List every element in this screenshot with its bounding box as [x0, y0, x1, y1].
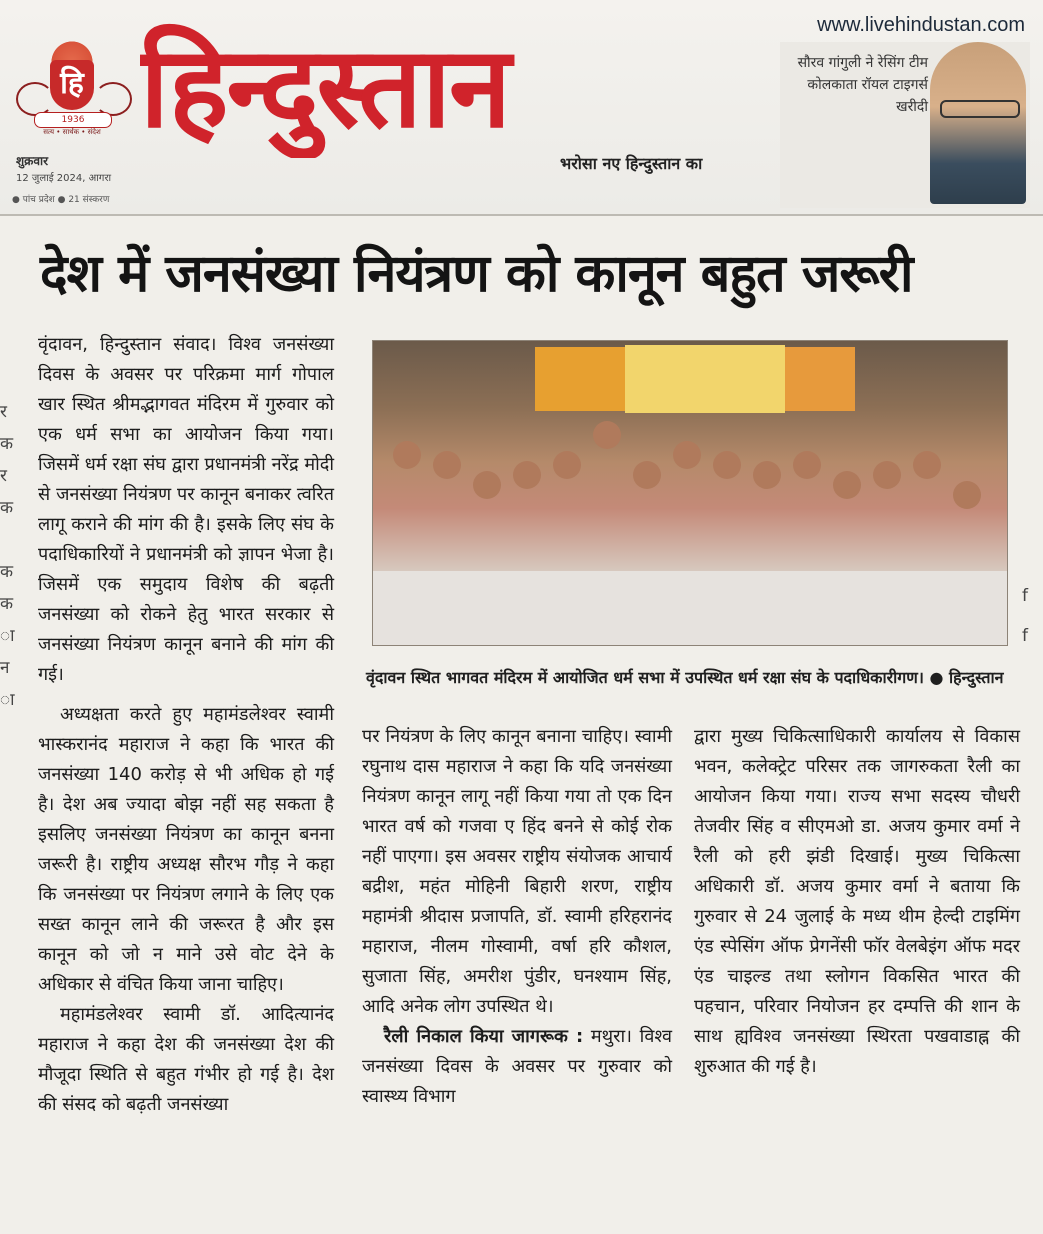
article-paragraph: वृंदावन, हिन्दुस्तान संवाद। विश्व जनसंख्या दिवस के अवसर पर परिक्रमा मार्ग गोपाल खार स्थित श्रीमद्भागवत मंदिरम में गुरुवार को एक धर्म सभा का आयोजन किया गया। जिसमें धर्म रक्षा संघ द्वारा प्रधानमंत्री नरेंद्र मोदी से जनसंख्या नियंत्रण पर कानून बनाकर त्वरित लागू कराने की मांग की है। इसके लिए संघ के पदाधिकारियों ने प्रधानमंत्री को ज्ञापन भेजा है। जिसमें एक समुदाय विशेष की बढ़ती जनसंख्या को रोकने हेतु भारत सरकार से जनसंख्या नियंत्रण कानून बनाने की मांग की गई।: [38, 334, 334, 685]
stage-banner: [785, 347, 855, 411]
glasses-shape: [940, 100, 1020, 118]
logo-motto: सत्य • सार्थक • संदेश: [43, 128, 101, 136]
edge-char: क: [0, 434, 14, 454]
article-subheading: रैली निकाल किया जागरूक :: [384, 1026, 584, 1047]
logo-emblem: हि: [50, 60, 94, 110]
left-wing-ornament: [16, 82, 54, 116]
newspaper-title: हिन्दुस्तान: [140, 23, 510, 153]
stage-banner: [625, 345, 785, 413]
newspaper-logo: [12, 38, 132, 148]
left-edge-column: [0, 396, 16, 716]
news-photo: [372, 340, 1008, 646]
article-column-3: [694, 722, 1020, 1082]
newspaper-tagline: भरोसा नए हिन्दुस्तान का: [560, 154, 703, 173]
article-paragraph: द्वारा मुख्य चिकित्साधिकारी कार्यालय से विकास भवन, कलेक्ट्रेट परिसर तक जागरुकता रैली का आयोजन किया गया। राज्य सभा सदस्य चौधरी तेजवीर सिंह व सीएमओ डा. अजय कुमार वर्मा ने रैली को हरी झंडी दिखाई। मुख्य चिकित्सा अधिकारी डॉ. अजय कुमार वर्मा ने बताया कि गुरुवार से 24 जुलाई के मध्य थीम हेल्दी टाइमिंग एंड स्पेसिंग ऑफ प्रेगनेंसी फॉर वेलबेइंग ऑफ मदर एंड चाइल्ड तथा स्लोगन विकसित भारत की पहचान, परिवार नियोजन हर दम्पत्ति की शान के साथ ह्यविश्व जनसंख्या स्थिरता पखवाडाह्न की शुरुआत की गई है।: [694, 726, 1020, 1077]
article-paragraph: महामंडलेश्वर स्वामी डॉ. आदित्यानंद महाराज ने कहा देश की जनसंख्या देश की मौजूदा स्थिति से बहुत गंभीर हो गई है। देश की संसद को बढ़ती जनसंख्या: [38, 1004, 334, 1115]
seated-crowd: [373, 431, 1007, 571]
article-column-2: [362, 722, 672, 1112]
edge-char: र: [0, 466, 7, 486]
promo-box[interactable]: [780, 42, 1030, 208]
edition-info: ● पांच प्रदेश ● 21 संस्करण: [12, 195, 110, 205]
news-page: [0, 216, 1043, 1234]
article-paragraph: पर नियंत्रण के लिए कानून बनाना चाहिए। स्वामी रघुनाथ दास महाराज ने कहा कि यदि जनसंख्या नियंत्रण कानून लागू नहीं किया गया तो एक दिन भारत वर्ष को गजवा ए हिंद बनने से कोई रोक नहीं पाएगा। इस अवसर राष्ट्रीय संयोजक आचार्य बद्रीश, महंत मोहिनी बिहारी शरण, राष्ट्रीय महामंत्री श्रीदास प्रजापति, डॉ. स्वामी हरिहरानंद महाराज, नीलम गोस्वामी, वर्षा हरि कौशल, सुजाता सिंह, अमरीश पुंडीर, घनश्याम सिंह, आदि अनेक लोग उपस्थित थे।: [362, 726, 672, 1017]
edge-char: [0, 524, 16, 556]
photo-caption: वृंदावन स्थित भागवत मंदिरम में आयोजित धर्म सभा में उपस्थित धर्म रक्षा संघ के पदाधिकारीगण। ● हिन्दुस्तान: [366, 668, 1004, 687]
logo-year: 1936: [34, 112, 112, 128]
promo-photo: [930, 42, 1026, 204]
rising-sun-icon: [48, 38, 96, 62]
edge-char: क: [0, 594, 14, 614]
right-wing-ornament: [94, 82, 132, 116]
edge-char: क: [0, 562, 14, 582]
article-paragraph: मथुरा। विश्व जनसंख्या दिवस के अवसर पर गुरुवार को स्वास्थ्य विभाग: [362, 1026, 672, 1107]
issue-date: 12 जुलाई 2024, आगरा: [16, 173, 112, 184]
edge-char: ा: [0, 690, 15, 710]
edge-char: क: [0, 498, 14, 518]
article-paragraph: अध्यक्षता करते हुए महामंडलेश्वर स्वामी भास्करानंद महाराज ने कहा कि भारत की जनसंख्या 140 करोड़ से भी अधिक हो गई है। देश अब ज्यादा बोझ नहीं सह सकता है इसलिए जनसंख्या नियंत्रण का कानून बनना जरूरी है। राष्ट्रीय अध्यक्ष सौरभ गौड़ ने कहा कि जनसंख्या पर नियंत्रण लगाने के लिए एक सख्त कानून लाने की जरूरत है और इस कानून को जो न माने उसे वोट देने के अधिकार से वंचित किया जाना चाहिए।: [38, 704, 334, 995]
edge-char: न: [0, 658, 10, 678]
edge-char: f: [1022, 626, 1028, 646]
edge-char: र: [0, 402, 7, 422]
edge-char: ा: [0, 626, 15, 646]
website-link[interactable]: www.livehindustan.com: [817, 14, 1025, 36]
stage-banner: [535, 347, 625, 411]
right-edge-column: [1022, 576, 1040, 656]
article-headline: देश में जनसंख्या नियंत्रण को कानून बहुत जरूरी: [40, 244, 913, 304]
promo-text: सौरव गांगुली ने रेसिंग टीम कोलकाता रॉयल टाइगर्स खरीदी: [797, 55, 928, 115]
edge-char: f: [1022, 586, 1028, 606]
article-column-1-bottom: [38, 700, 334, 1120]
masthead: [0, 0, 1043, 216]
article-column-1-top: [38, 330, 334, 690]
issue-day: शुक्रवार: [16, 154, 49, 168]
white-floor-sheet: [373, 571, 1007, 645]
